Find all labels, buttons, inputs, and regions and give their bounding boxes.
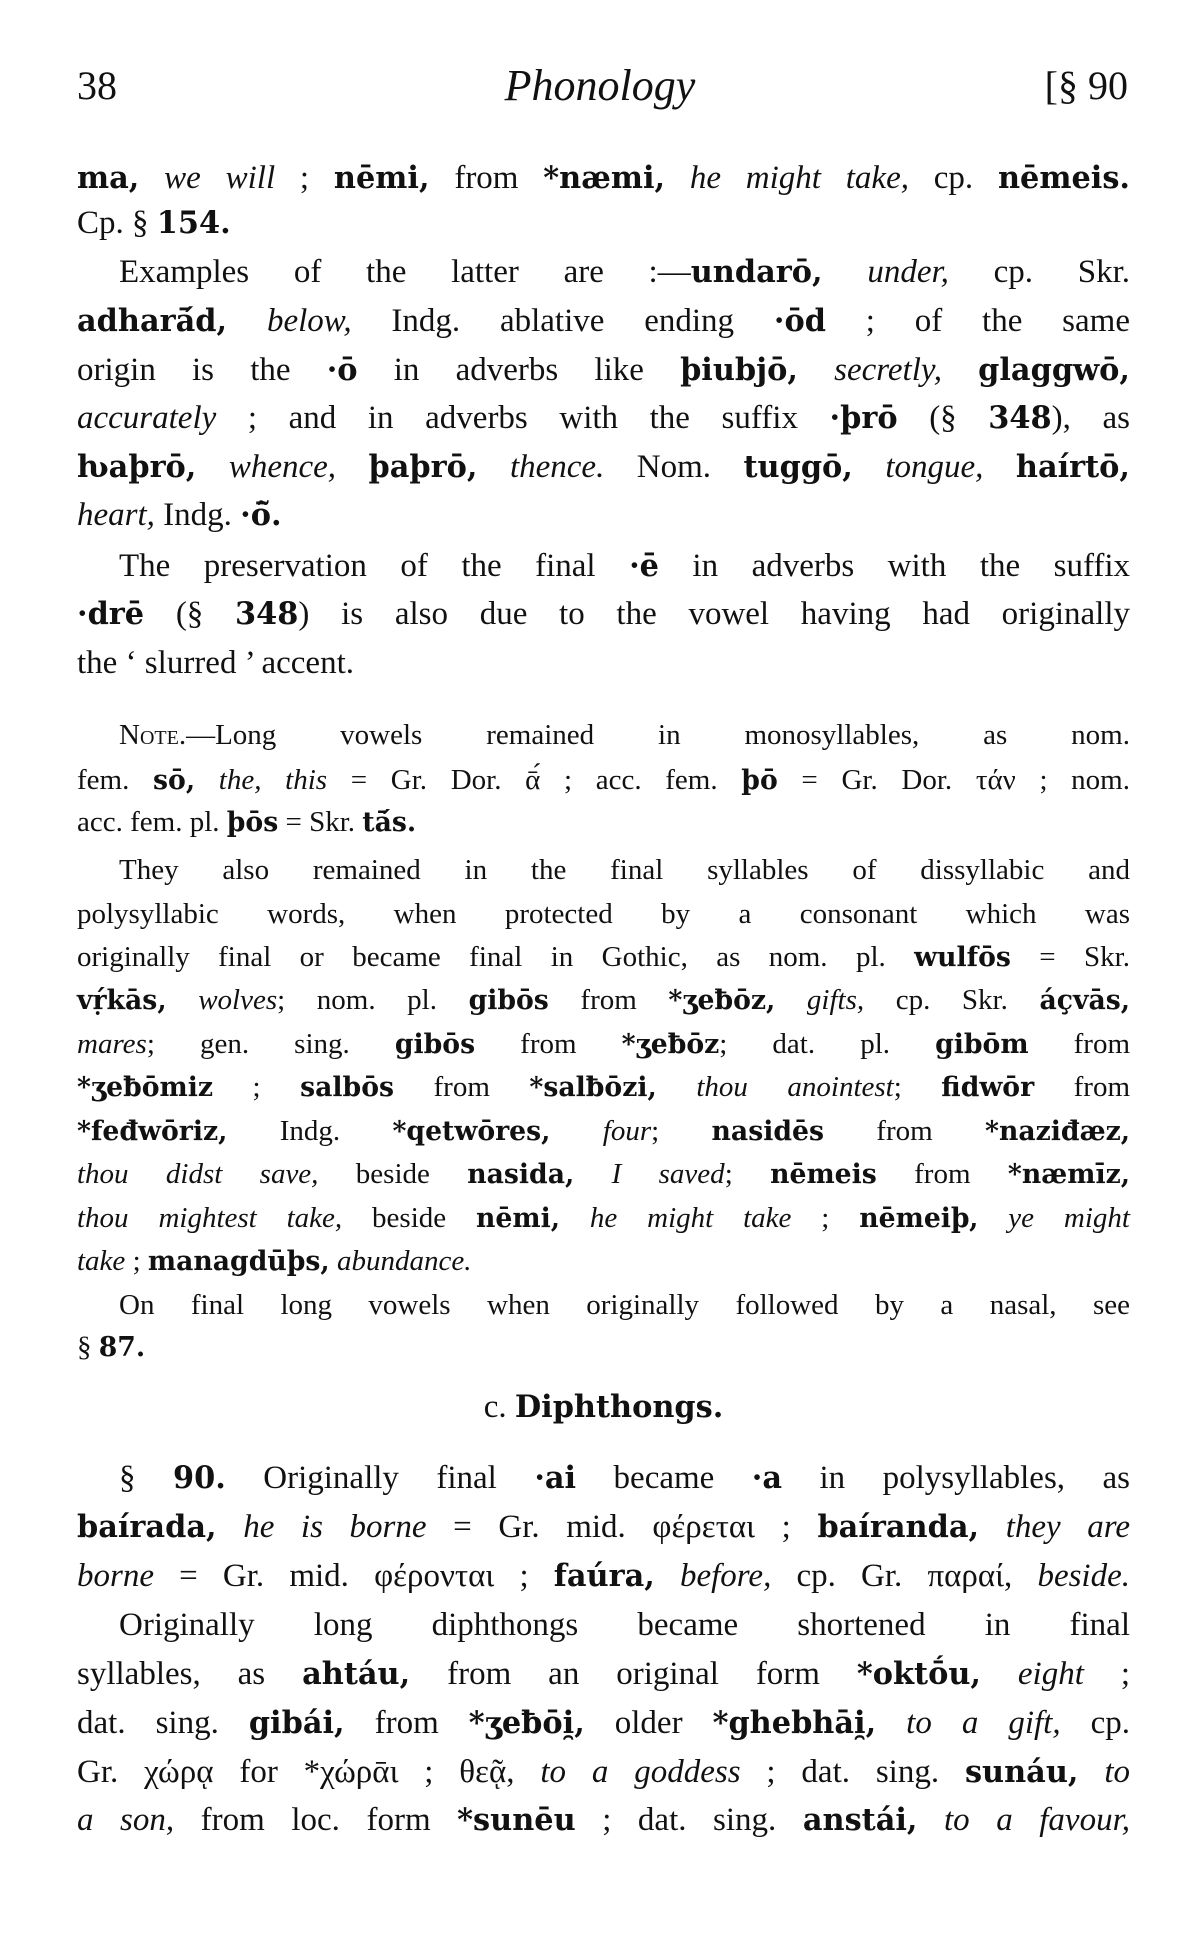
gothic-form: þiubjō, [680,352,798,388]
text-run: ; [213,1071,301,1103]
text-line [77,546,1130,586]
text-line [77,1113,1130,1150]
text-line [77,762,1130,799]
text-run [139,160,164,196]
gothic-form: ma, [77,160,140,196]
text-run: polysyllabic words, when protected by a consonant which was [77,898,1130,930]
gloss: beside. [1037,1558,1130,1594]
text-run: Indg. ablative ending [351,303,774,339]
text-run: beside [342,1202,477,1234]
text-run: ; [893,1071,942,1103]
text-run [942,352,978,388]
gothic-form: 87. [98,1332,146,1363]
gloss: mares [77,1028,147,1060]
text-run [775,984,807,1016]
text-line [77,1026,1130,1063]
text-line [77,643,1130,683]
text-run: acc. fem. pl. [77,806,227,838]
gothic-form: sō, [153,765,196,796]
gothic-form: nēmi, [333,160,430,196]
gothic-form: Diphthongs. [514,1389,724,1425]
gloss: abundance. [336,1245,472,1277]
text-run: ; [651,1115,712,1147]
text-run: origin is the [77,352,327,388]
text-run: Originally final [225,1460,535,1496]
text-line [77,1556,1130,1596]
gothic-form: sunáu, [964,1754,1079,1790]
gothic-form: tuggō, [743,449,853,485]
text-run [477,449,509,485]
gothic-form: gibōm [935,1029,1029,1060]
text-line [77,398,1130,438]
text-run: cp. Gr. παραί, [771,1558,1038,1594]
text-run: ), as [1051,400,1130,436]
text-run: in polysyllables, as [782,1460,1130,1496]
text-run [798,352,834,388]
text-run: ; dat. pl. [719,1028,936,1060]
text-run: = Gr. Dor. ᾱ́ ; acc. fem. [327,764,742,796]
text-line [77,939,1130,976]
gloss: four [602,1115,652,1147]
text-run [574,1158,611,1190]
text-run: .—Long vowels remained in monosyllables, as nom. [178,719,1130,751]
text-run: from [1028,1028,1131,1060]
text-run [167,984,199,1016]
text-run: from [823,1115,986,1147]
gothic-form: þō [741,765,778,796]
gothic-form: 90. [172,1460,226,1496]
text-run: ; gen. sing. [146,1028,395,1060]
gothic-form: baíranda, [817,1509,980,1545]
gloss: thence. [509,449,605,485]
text-line [77,1156,1130,1193]
gothic-form: ·a [751,1460,783,1496]
gothic-form: ahtáu, [302,1656,411,1692]
text-run: beside [318,1158,468,1190]
gothic-form: *ʒeƀōmiz [77,1072,214,1103]
gloss: heart, [77,497,155,533]
text-run: the ‘ slurred ’ accent. [77,645,354,681]
text-run [657,1071,697,1103]
text-run: from [1034,1071,1131,1103]
gloss: secretly, [834,352,942,388]
text-run: Cp. § [77,205,157,241]
text-run: ; [125,1245,148,1277]
text-run: dat. sing. [77,1705,249,1741]
text-run: ; dat. sing. [740,1754,965,1790]
gothic-form: nasida, [467,1159,575,1190]
gothic-form: gibōs [468,985,549,1016]
section-heading [77,1387,1130,1427]
text-run: Gr. χώρᾳ for *χώρᾱι ; θεᾷ, [77,1754,541,1790]
text-run: ; and in adverbs with the suffix [216,400,830,436]
gothic-form: ·ō [326,352,358,388]
text-run: = Skr. [1010,941,1130,973]
text-run: § [77,1331,99,1363]
gothic-form: *feđwōriz, [77,1116,228,1147]
gothic-form: þaþrō, [368,449,478,485]
gloss: below, [266,303,352,339]
gloss: we will [164,160,276,196]
gothic-form: adharā́d, [77,303,228,339]
gloss: to a favour, [944,1802,1131,1838]
text-run: cp. Skr. [864,984,1040,1016]
gothic-form: ·þrō [829,400,898,436]
gloss: he is borne [243,1509,427,1545]
text-run: The preservation of the final [119,548,630,584]
text-run [217,1509,244,1545]
text-line [77,495,1130,535]
text-run: ; nom. pl. [277,984,469,1016]
gloss: they are [1005,1509,1131,1545]
gloss: before, [679,1558,772,1594]
text-run: ; [791,1202,860,1234]
gothic-form: ·ōd [773,303,826,339]
text-run: ; of the same [825,303,1130,339]
gothic-form: 154. [156,205,231,241]
gothic-form: nēmi, [476,1203,561,1234]
text-run: from [876,1158,1008,1190]
text-run [917,1802,944,1838]
text-line [77,1752,1130,1792]
text-run: Originally long diphthongs became shortened in final [119,1607,1130,1643]
text-line [77,1069,1130,1106]
text-line [77,1458,1130,1498]
gothic-form: wulfōs [914,942,1011,973]
gothic-form: *næmīz, [1007,1159,1131,1190]
gothic-form: anstái, [802,1802,918,1838]
text-run [330,1245,337,1277]
gothic-form: tā́s. [362,807,417,838]
text-line [77,594,1130,634]
text-run: They also remained in the final syllables of dissyllabic and [119,854,1130,886]
text-run [655,1558,680,1594]
gothic-form: nēmeis. [997,160,1131,196]
text-run: Examples of the latter are :— [119,254,691,290]
text-run: from [475,1028,622,1060]
text-run [853,449,885,485]
text-line [77,1507,1130,1547]
text-run: Note [119,719,179,751]
text-run: Indg. [154,497,241,533]
gothic-form: ƕaþrō, [77,449,197,485]
gothic-form: áçvās, [1039,985,1131,1016]
text-run [1079,1754,1105,1790]
gloss: I saved [611,1158,725,1190]
text-run: from [548,984,669,1016]
text-run: from loc. form [174,1802,458,1838]
section-reference: [§ 90 [1044,63,1128,108]
gothic-form: gibōs [394,1029,476,1060]
text-run: from an original form [410,1656,857,1692]
gloss: gifts, [806,984,865,1016]
gothic-form: 348 [988,400,1052,436]
text-run: from [344,1705,469,1741]
gothic-form: *sunēu [457,1802,576,1838]
text-line [77,1605,1130,1645]
text-run [979,1509,1006,1545]
text-line [77,252,1130,292]
text-line [77,203,1130,243]
gloss: whence, [228,449,337,485]
gothic-form: nasidēs [711,1116,824,1147]
text-line [77,1329,1130,1366]
text-line [77,852,1130,888]
text-line [77,350,1130,390]
text-line [77,1654,1130,1694]
gloss: eight [1017,1656,1084,1692]
text-run [196,449,228,485]
text-run: Indg. [227,1115,393,1147]
text-line [77,447,1130,487]
text-run: ; [724,1158,771,1190]
text-run: originally final or became final in Gothic, as nom. pl. [77,941,915,973]
text-line [77,301,1130,341]
text-run: ) is also due to the vowel having had originally [298,596,1130,632]
text-run: in adverbs like [357,352,681,388]
running-title: Phonology [504,61,696,110]
text-run [560,1202,590,1234]
text-run [823,254,868,290]
text-run [550,1115,602,1147]
gothic-form: managdūþs, [147,1246,330,1277]
gloss: ye might [1008,1202,1130,1234]
text-run [665,160,690,196]
gloss: accurately [77,400,217,436]
text-line [77,1287,1130,1323]
page-number: 38 [77,63,117,108]
text-run: in adverbs with the suffix [658,548,1130,584]
gloss: to [1104,1754,1131,1790]
gothic-form: *næmi, [543,160,666,196]
text-line [77,717,1130,753]
text-run: § [119,1460,173,1496]
gothic-form: gibái, [248,1705,345,1741]
gloss: he might take, [689,160,909,196]
text-run: syllables, as [77,1656,303,1692]
text-line [77,982,1130,1019]
gloss: borne [77,1558,154,1594]
text-run: = Gr. Dor. τάν ; nom. [777,764,1130,796]
gloss: take [77,1245,126,1277]
gothic-form: glaggwō, [978,352,1130,388]
gothic-form: *ʒeƀōz, [668,985,776,1016]
gothic-form: *ʒeƀōi̯, [468,1705,585,1741]
text-run: from [429,160,544,196]
gothic-form: *salƀōzi, [529,1072,657,1103]
text-line [77,158,1130,198]
text-run: ; [275,160,334,196]
gloss: he might take [589,1202,792,1234]
text-line [77,1200,1130,1237]
gothic-form: *qetwōres, [392,1116,551,1147]
text-run: from [394,1071,530,1103]
text-run: older [584,1705,713,1741]
text-line [77,1800,1130,1840]
text-run [983,449,1015,485]
text-run [336,449,368,485]
text-run: cp. Skr. [948,254,1130,290]
text-line [77,1703,1130,1743]
gothic-form: *oktṓu, [856,1656,981,1692]
gloss: thou didst save, [77,1158,319,1190]
text-run [978,1202,1008,1234]
gothic-form: baírada, [77,1509,217,1545]
gothic-form: 348 [235,596,299,632]
gloss: the, this [218,764,328,796]
text-line [77,1243,1130,1280]
gothic-form: ·ē [629,548,659,584]
gothic-form: ·ai [534,1460,577,1496]
gothic-form: salbōs [300,1072,394,1103]
text-run: Nom. [604,449,744,485]
text-run [195,764,219,796]
gothic-form: fidwōr [941,1072,1035,1103]
text-run: c. [483,1389,515,1425]
gothic-form: vṛ́kās, [77,985,167,1016]
text-run: On final long vowels when originally followed by a nasal, see [119,1289,1130,1321]
text-run: (§ [144,596,236,632]
text-line [77,896,1130,932]
text-run [981,1656,1018,1692]
text-run: fem. [77,764,154,796]
gothic-form: *ʒeƀōz [621,1029,720,1060]
text-run: = Gr. mid. φέρονται ; [154,1558,554,1594]
gothic-form: þōs [226,807,279,838]
text-run [227,303,267,339]
text-run: cp. [908,160,998,196]
gothic-form: ·drē [77,596,145,632]
gothic-form: *ghebhāi̯, [712,1705,877,1741]
gloss: to a gift, [906,1705,1061,1741]
gloss: thou mightest take, [77,1202,343,1234]
text-run: became [576,1460,752,1496]
gothic-form: nēmeiþ, [859,1203,979,1234]
gloss: under, [867,254,949,290]
text-run: ; dat. sing. [575,1802,803,1838]
gothic-form: nēmeis [770,1159,877,1190]
text-run [876,1705,906,1741]
text-run: ; [1083,1656,1130,1692]
gothic-form: undarō, [690,254,823,290]
gloss: to a goddess [540,1754,741,1790]
gothic-form: *naziđæz, [985,1116,1131,1147]
text-run: (§ [897,400,989,436]
gloss: thou anointest [696,1071,894,1103]
gothic-form: haírtō, [1015,449,1131,485]
gothic-form: ·ō̃. [240,497,282,533]
text-run: = Skr. [278,806,363,838]
gloss: wolves [198,984,278,1016]
text-run: cp. [1060,1705,1130,1741]
gloss: a son, [77,1802,175,1838]
text-line [77,804,1130,841]
gothic-form: faúra, [553,1558,655,1594]
text-run: = Gr. mid. φέρεται ; [426,1509,818,1545]
gloss: tongue, [885,449,984,485]
